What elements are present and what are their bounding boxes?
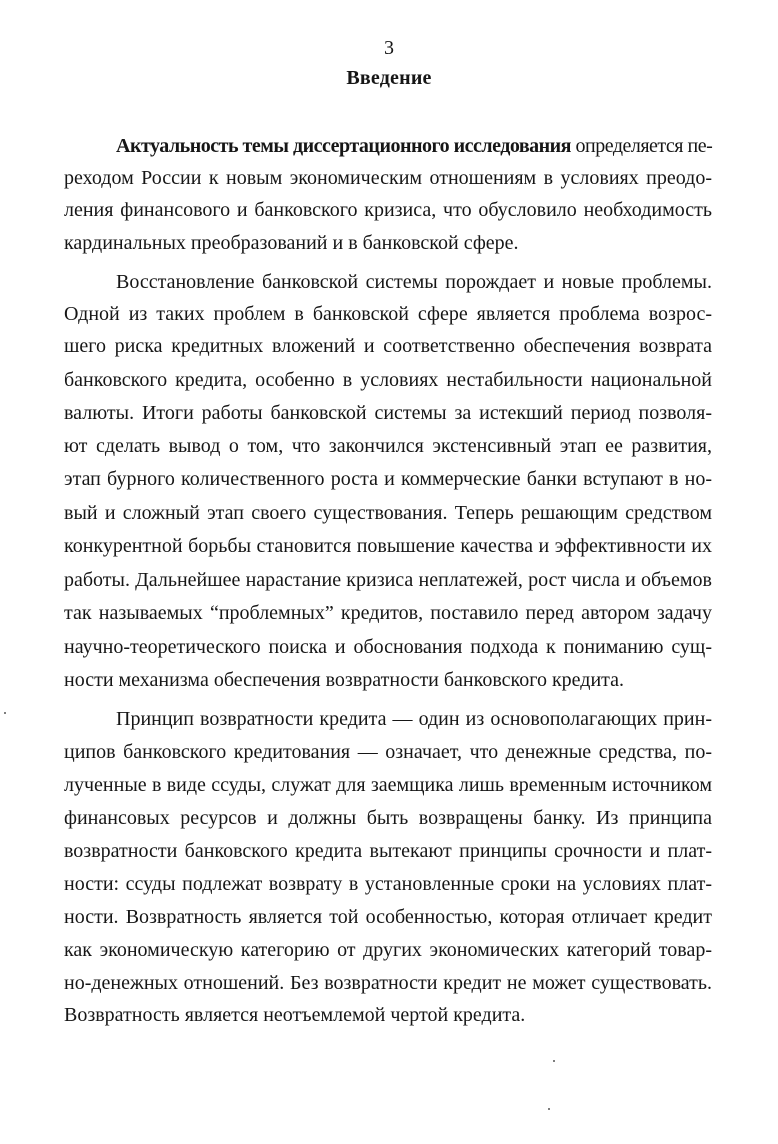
text-line: вый и сложный этап своего существования. Теперь решающим средством: [64, 502, 712, 524]
scan-speck: [553, 1060, 555, 1062]
text-line: возвратности банковского кредита вытекают принципы срочности и плат-: [64, 840, 712, 862]
text-line: ления финансового и банковского кризиса, что обусловило необходимость: [64, 199, 712, 221]
text-line: [116, 130, 712, 162]
text-line: Принцип возвратности кредита — один из основополагающих прин-: [116, 708, 712, 730]
scan-speck: [548, 1108, 550, 1110]
text-line: научно-теоретического поиска и обоснования подхода к пониманию сущ-: [64, 636, 712, 658]
text-line: лученные в виде ссуды, служат для заемщика лишь временным источником: [64, 774, 712, 796]
text-line: ют сделать вывод о том, что закончился экстенсивный этап ее развития,: [64, 435, 712, 457]
text-line: конкурентной борьбы становится повышение качества и эффективности их: [64, 535, 712, 557]
text-line: как экономическую категорию от других экономических категорий товар-: [64, 939, 712, 961]
bold-lead-phrase: Актуальность темы диссертационного исследования: [116, 135, 571, 157]
text-line: этап бурного количественного роста и коммерческие банки вступают в но-: [64, 468, 712, 490]
text-line: банковского кредита, особенно в условиях нестабильности национальной: [64, 369, 712, 391]
text-line: ципов банковского кредитования — означает, что денежные средства, по-: [64, 741, 712, 763]
section-heading: Введение: [346, 67, 432, 89]
text-line: шего риска кредитных вложений и соответственно обеспечения возврата: [64, 335, 712, 357]
text-line-rest: определяется пе-: [571, 135, 713, 157]
text-line: Восстановление банковской системы порождает и новые проблемы.: [116, 271, 712, 293]
text-line: ности: ссуды подлежат возврату в установленные сроки на условиях плат-: [64, 873, 712, 895]
text-line: Одной из таких проблем в банковской сфере является проблема возрос-: [64, 303, 712, 325]
text-line: так называемых “проблемных” кредитов, поставило перед автором задачу: [64, 602, 712, 624]
text-line: кардинальных преобразований и в банковской сфере.: [64, 232, 519, 254]
text-line: но-денежных отношений. Без возвратности кредит не может существовать.: [64, 972, 712, 994]
text-line: реходом России к новым экономическим отношениям в условиях преодо-: [64, 167, 712, 189]
page-number: 3: [384, 37, 394, 59]
text-line: работы. Дальнейшее нарастание кризиса неплатежей, рост числа и объемов: [64, 569, 712, 591]
text-line: финансовых ресурсов и должны быть возвращены банку. Из принципа: [64, 807, 712, 829]
text-line: ности. Возвратность является той особенностью, которая отличает кредит: [64, 906, 712, 928]
text-line: валюты. Итоги работы банковской системы за истекший период позволя-: [64, 402, 712, 424]
scan-speck: [4, 712, 6, 714]
text-line: ности механизма обеспечения возвратности банковского кредита.: [64, 669, 625, 691]
text-line: Возвратность является неотъемлемой чертой кредита.: [64, 1004, 526, 1026]
